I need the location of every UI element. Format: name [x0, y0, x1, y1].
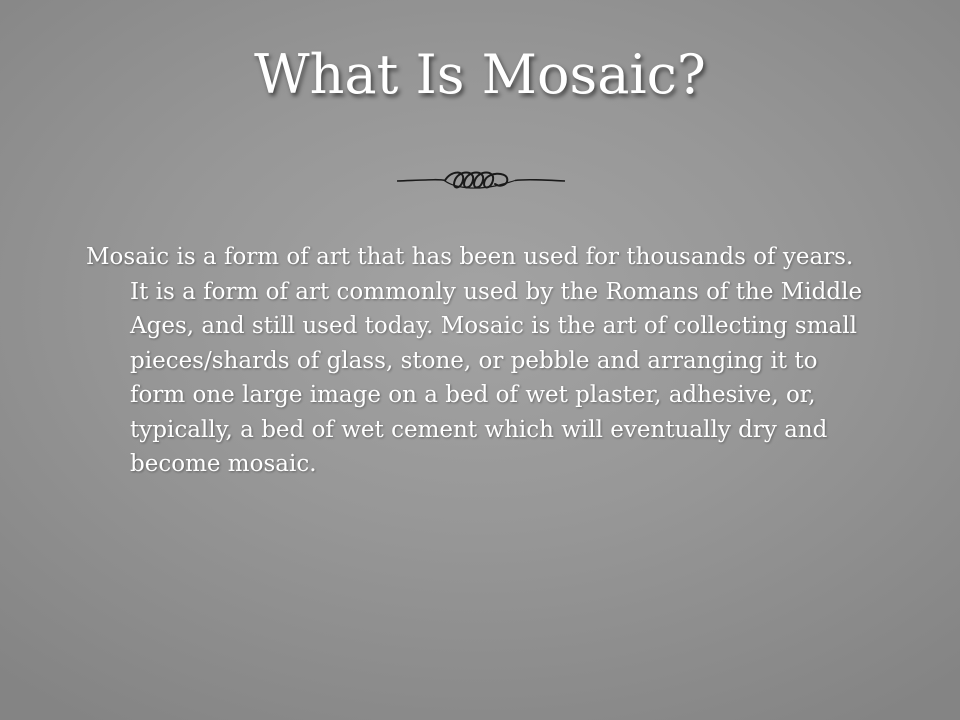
slide-title: What Is Mosaic? — [254, 43, 706, 106]
scroll-ornament-icon — [395, 166, 567, 196]
slide-body-text: Mosaic is a form of art that has been used for thousands of years. It is a form of art commonly used by the Romans of the Middle Ages, and still used today. Mosaic is the art of collecting small pieces/shards of glass, stone, or pebble and arranging it to form one large image on a bed of wet plaster, adhesive, or, typically, a bed of wet cement which will eventually dry and become mosaic. — [86, 244, 863, 477]
